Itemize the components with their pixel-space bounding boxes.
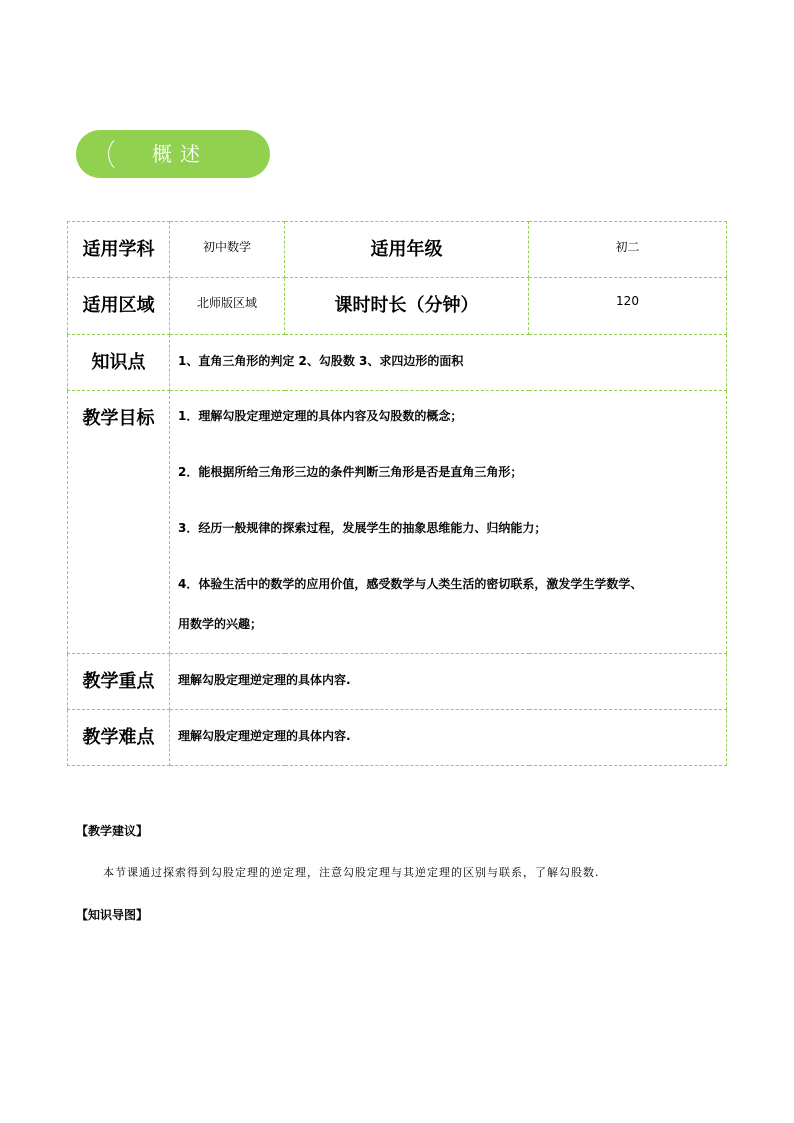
knowledge-label: 知识点 <box>68 335 170 391</box>
key-point-label: 教学重点 <box>68 654 170 710</box>
region-row <box>68 278 727 335</box>
difficulty-value: 理解勾股定理逆定理的具体内容. <box>170 710 727 766</box>
knowledge-row <box>68 335 727 391</box>
subject-value: 初中数学 <box>170 222 285 278</box>
overview-title: 概述 <box>152 142 208 166</box>
knowledge-value: 1、直角三角形的判定 2、勾股数 3、求四边形的面积 <box>170 335 727 391</box>
duration-value: 120 <box>529 278 727 335</box>
goals-label: 教学目标 <box>68 391 170 654</box>
course-info-table <box>67 221 727 766</box>
overview-banner <box>76 130 270 178</box>
grade-label: 适用年级 <box>285 222 529 278</box>
subject-row <box>68 222 727 278</box>
goals-row <box>68 391 727 654</box>
key-point-value: 理解勾股定理逆定理的具体内容. <box>170 654 727 710</box>
difficulty-label: 教学难点 <box>68 710 170 766</box>
subject-label: 适用学科 <box>68 222 170 278</box>
goal-item-4-continued: 用数学的兴趣； <box>178 617 263 631</box>
difficulty-row <box>68 710 727 766</box>
teaching-advice-heading: 【教学建议】 <box>76 824 149 838</box>
grade-value: 初二 <box>529 222 727 278</box>
goal-item-4: 4．体验生活中的数学的应用价值，感受数学与人类生活的密切联系，激发学生学数学、 <box>178 577 643 591</box>
region-label: 适用区域 <box>68 278 170 335</box>
goal-item-2: 2．能根据所给三角形三边的条件判断三角形是否是直角三角形； <box>178 465 523 479</box>
goal-item-3: 3．经历一般规律的探索过程，发展学生的抽象思维能力、归纳能力； <box>178 521 547 535</box>
duration-label: 课时时长（分钟） <box>285 278 529 335</box>
key-point-row <box>68 654 727 710</box>
goals-list <box>170 391 727 654</box>
knowledge-map-heading: 【知识导图】 <box>76 908 149 922</box>
goal-item-1: 1．理解勾股定理逆定理的具体内容及勾股数的概念； <box>178 409 463 423</box>
region-value: 北师版区域 <box>170 278 285 335</box>
teaching-advice-text: 本节课通过探索得到勾股定理的逆定理，注意勾股定理与其逆定理的区别与联系，了解勾股数. <box>103 866 600 879</box>
